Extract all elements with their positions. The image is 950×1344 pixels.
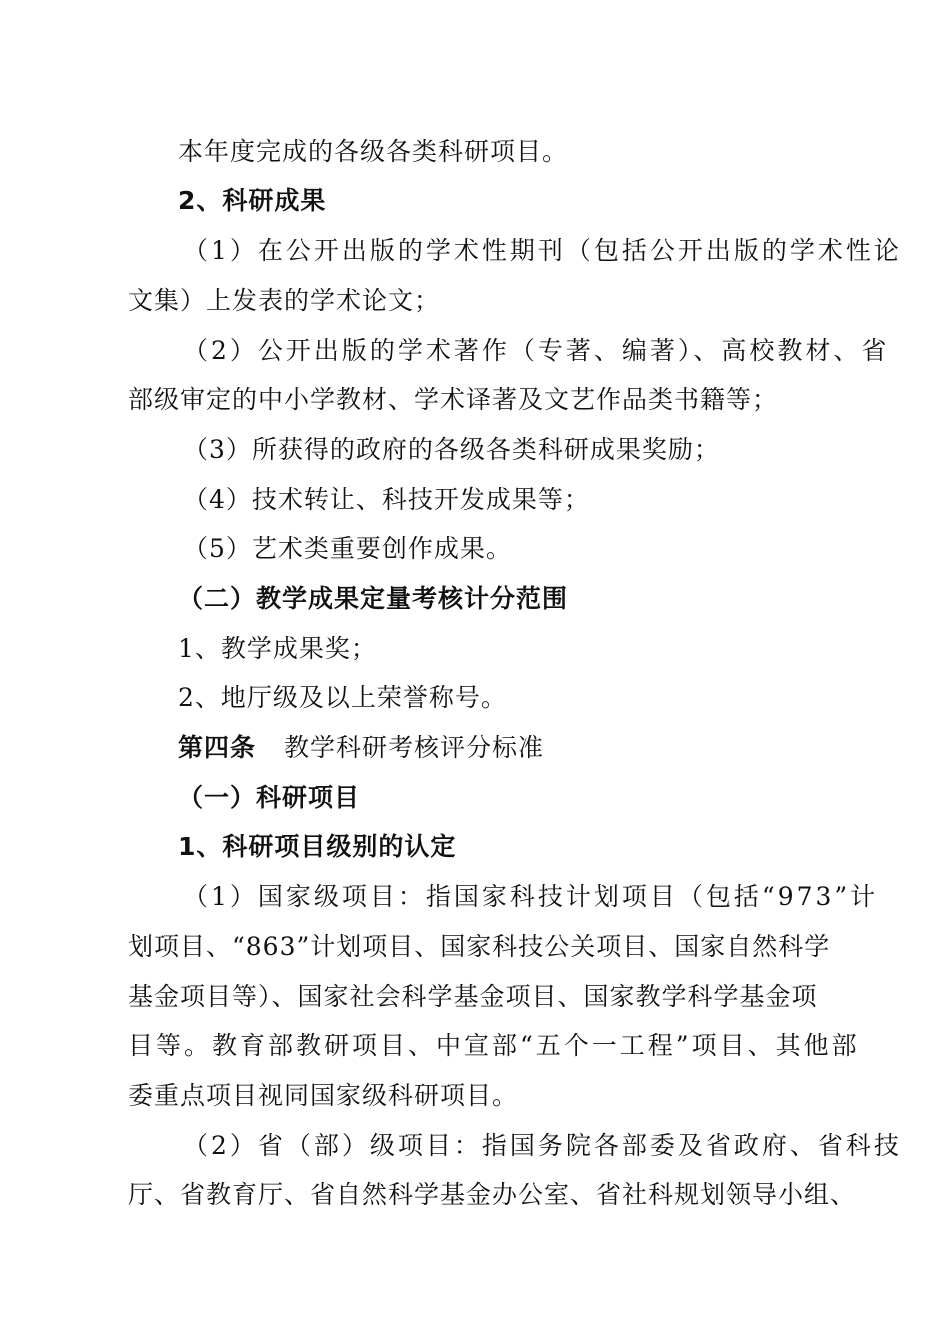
list-item: （5）艺术类重要创作成果。 bbox=[183, 534, 512, 563]
list-item: （2）公开出版的学术著作（专著、编著）、高校教材、省 bbox=[183, 336, 890, 365]
subsection-heading: 1、科研项目级别的认定 bbox=[178, 832, 457, 861]
list-item: 1、教学成果奖； bbox=[178, 634, 377, 663]
article-heading bbox=[178, 732, 830, 764]
list-item: （3）所获得的政府的各级各类科研成果奖励； bbox=[183, 435, 720, 464]
list-item: （4）技术转让、科技开发成果等； bbox=[183, 485, 590, 514]
section-heading: （二）教学成果定量考核计分范围 bbox=[178, 584, 569, 613]
article-title: 教学科研考核评分标准 bbox=[284, 733, 545, 762]
article-number: 第四条 bbox=[178, 733, 257, 762]
list-item: （2）省（部）级项目：指国务院各部委及省政府、省科技 bbox=[183, 1131, 902, 1160]
paragraph-line: 文集）上发表的学术论文； bbox=[128, 286, 441, 315]
list-item: 2、地厅级及以上荣誉称号。 bbox=[178, 683, 507, 712]
section-heading: 2、科研成果 bbox=[178, 186, 327, 215]
list-item: （1）在公开出版的学术性期刊（包括公开出版的学术性论 bbox=[183, 236, 902, 265]
paragraph-line: 本年度完成的各级各类科研项目。 bbox=[178, 137, 569, 166]
paragraph-line: 厅、省教育厅、省自然科学基金办公室、省社科规划领导小组、 bbox=[128, 1180, 857, 1209]
paragraph-line: 划项目、“863”计划项目、国家科技公关项目、国家自然科学 bbox=[128, 932, 831, 961]
paragraph-line: 委重点项目视同国家级科研项目。 bbox=[128, 1081, 519, 1110]
section-heading: （一）科研项目 bbox=[178, 783, 361, 812]
list-item: （1）国家级项目：指国家科技计划项目（包括“973”计 bbox=[183, 882, 879, 911]
paragraph-line: 基金项目等）、国家社会科学基金项目、国家教学科学基金项 bbox=[128, 982, 818, 1011]
paragraph-line: 目等。教育部教研项目、中宣部“五个一工程”项目、其他部 bbox=[128, 1031, 860, 1060]
paragraph-line: 部级审定的中小学教材、学术译著及文艺作品类书籍等； bbox=[128, 385, 779, 414]
